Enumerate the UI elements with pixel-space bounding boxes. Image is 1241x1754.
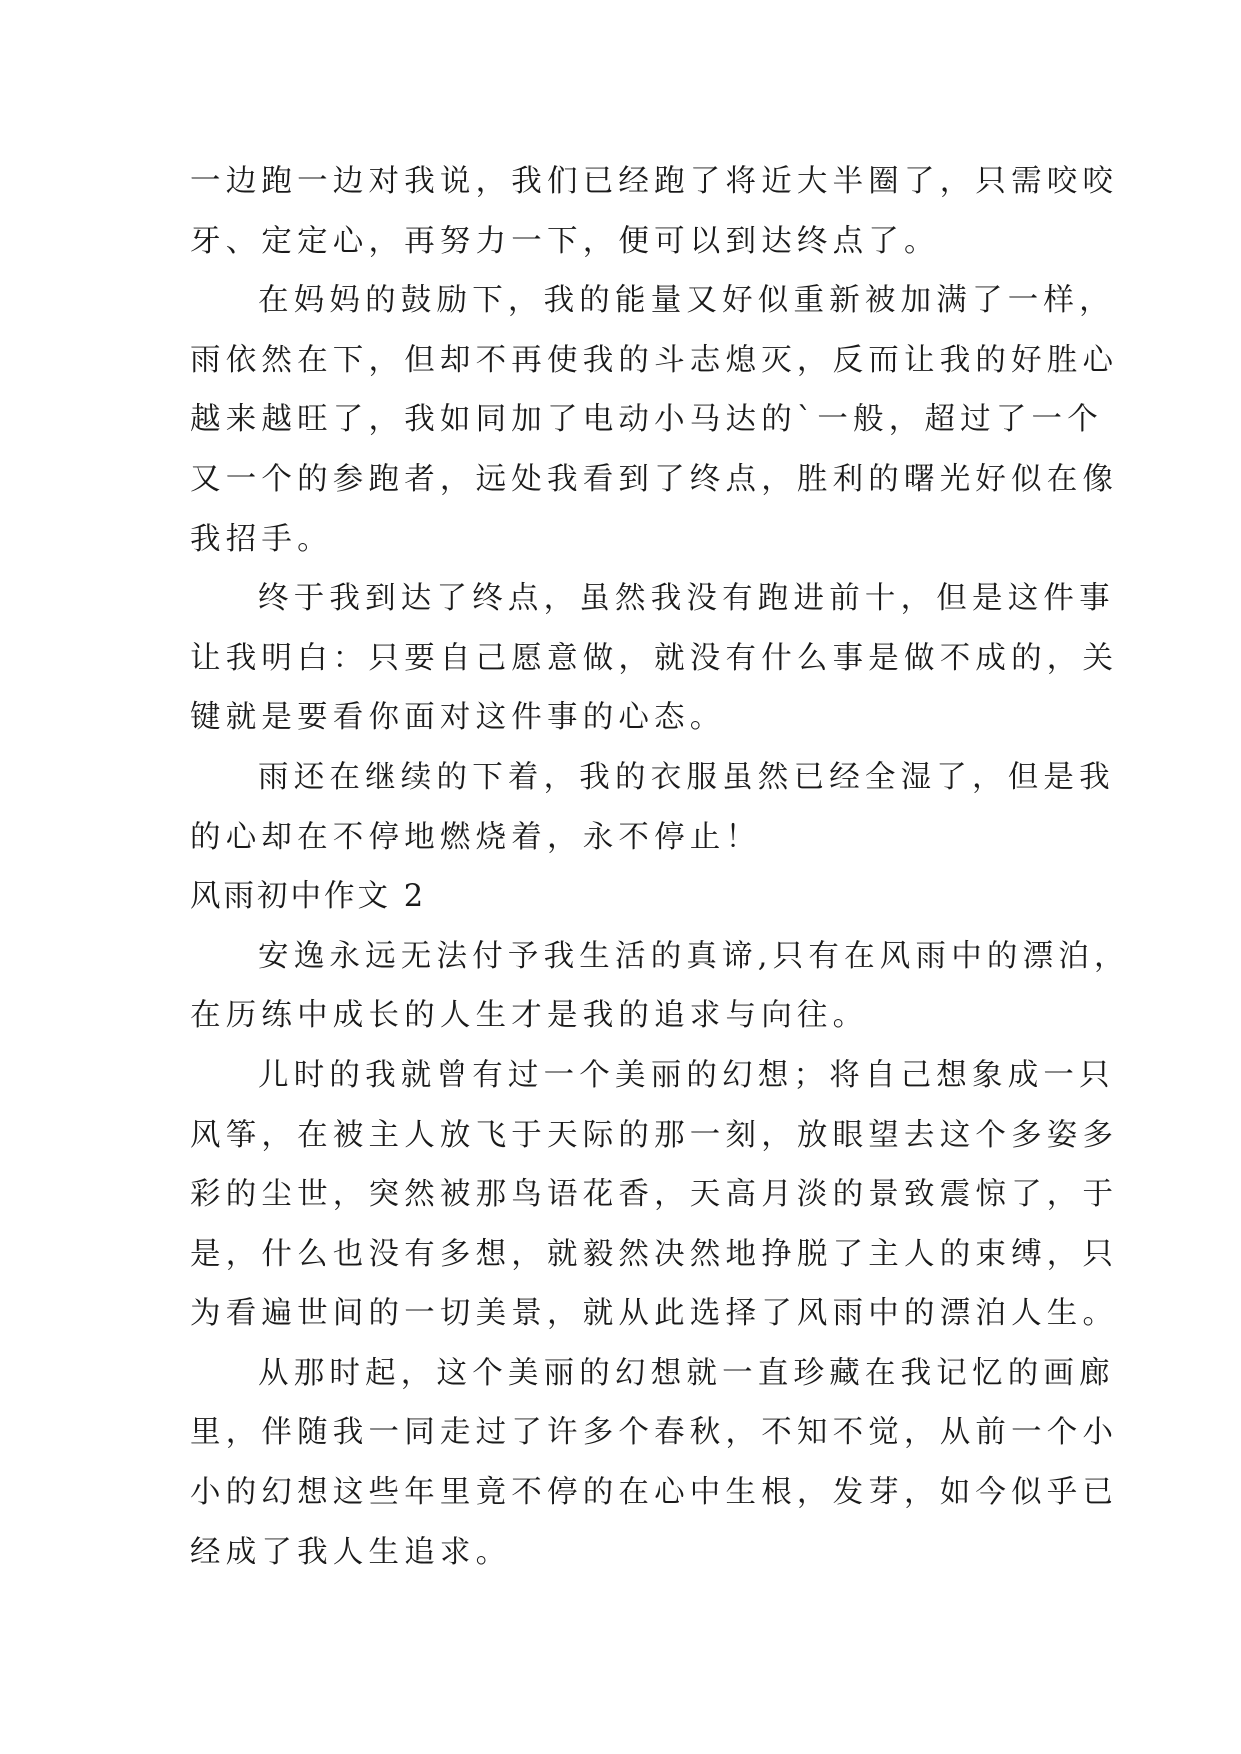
text-line-3: 在妈妈的鼓励下，我的能量又好似重新被加满了一样， xyxy=(258,283,1115,319)
text-line-14: 安逸永远无法付予我生活的真谛,只有在风雨中的漂泊， xyxy=(258,938,1130,974)
text-line-4: 雨依然在下，但却不再使我的斗志熄灭，反而让我的好胜心 xyxy=(190,342,1119,378)
text-line-19: 是，什么也没有多想，就毅然决然地挣脱了主人的束缚，只 xyxy=(190,1236,1119,1272)
text-line-5: 越来越旺了，我如同加了电动小马达的`一般，超过了一个 xyxy=(190,402,1103,438)
text-line-9: 让我明白：只要自己愿意做，就没有什么事是做不成的，关 xyxy=(190,640,1119,676)
text-line-22: 里，伴随我一同走过了许多个春秋，不知不觉，从前一个小 xyxy=(190,1415,1119,1451)
text-line-1: 一边跑一边对我说，我们已经跑了将近大半圈了，只需咬咬 xyxy=(190,164,1119,199)
text-line-17: 风筝，在被主人放飞于天际的那一刻，放眼望去这个多姿多 xyxy=(190,1117,1119,1153)
text-line-20: 为看遍世间的一切美景，就从此选择了风雨中的漂泊人生。 xyxy=(190,1296,1119,1332)
text-line-2: 牙、定定心，再努力一下，便可以到达终点了。 xyxy=(190,223,940,259)
section-heading: 风雨初中作文 2 xyxy=(190,879,427,915)
document-page xyxy=(190,152,1130,1582)
text-line-7: 我招手。 xyxy=(190,521,333,557)
text-line-10: 键就是要看你面对这件事的心态。 xyxy=(190,700,726,736)
text-line-8: 终于我到达了终点，虽然我没有跑进前十，但是这件事 xyxy=(258,581,1115,617)
text-line-16: 儿时的我就曾有过一个美丽的幻想；将自己想象成一只 xyxy=(258,1057,1115,1093)
text-line-24: 经成了我人生追求。 xyxy=(190,1534,512,1570)
text-line-18: 彩的尘世，突然被那鸟语花香，天高月淡的景致震惊了，于 xyxy=(190,1177,1119,1213)
text-line-12: 的心却在不停地燃烧着，永不停止！ xyxy=(190,819,762,855)
text-line-11: 雨还在继续的下着，我的衣服虽然已经全湿了，但是我 xyxy=(258,759,1115,795)
text-line-15: 在历练中成长的人生才是我的追求与向往。 xyxy=(190,998,869,1034)
text-line-23: 小的幻想这些年里竟不停的在心中生根，发芽，如今似乎已 xyxy=(190,1475,1119,1511)
text-line-6: 又一个的参跑者，远处我看到了终点，胜利的曙光好似在像 xyxy=(190,461,1119,497)
text-line-21: 从那时起，这个美丽的幻想就一直珍藏在我记忆的画廊 xyxy=(258,1355,1115,1391)
